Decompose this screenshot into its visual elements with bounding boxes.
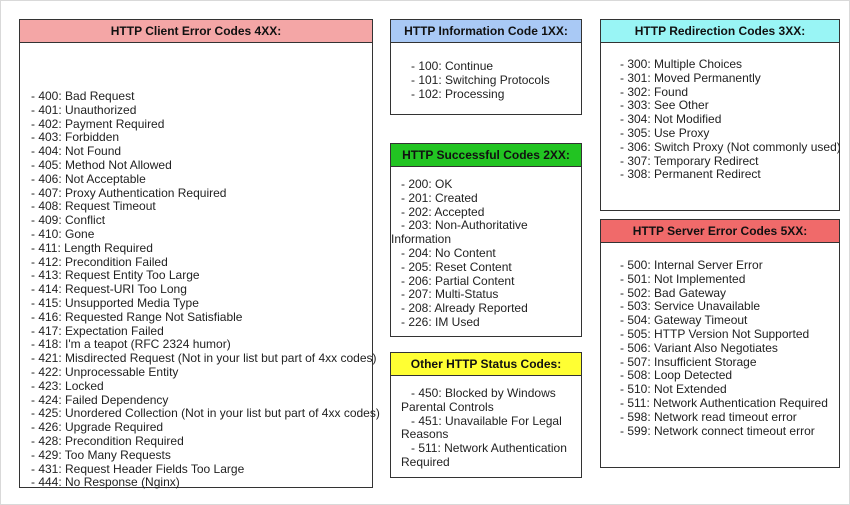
status-code-item: - 424: Failed Dependency [31, 392, 169, 407]
successful-list [391, 167, 581, 330]
status-code-item: - 407: Proxy Authentication Required [31, 185, 227, 200]
status-code-item: - 405: Method Not Allowed [31, 157, 172, 172]
status-code-item: - 205: Reset Content [401, 259, 512, 274]
status-code-item: - 418: I'm a teapot (RFC 2324 humor) [31, 337, 231, 352]
status-code-item: - 410: Gone [31, 226, 95, 241]
status-code-item: - 501: Not Implemented [620, 271, 746, 286]
client-error-title: HTTP Client Error Codes 4XX: [20, 20, 372, 43]
status-code-item: - 406: Not Acceptable [31, 171, 146, 186]
status-code-item: - 598: Network read timeout error [620, 409, 797, 424]
status-code-item: - 502: Bad Gateway [620, 285, 727, 300]
status-code-item: - 226: IM Used [401, 314, 480, 329]
status-code-item: - 417: Expectation Failed [31, 323, 164, 338]
status-code-item: - 100: Continue [411, 59, 494, 73]
status-code-item: - 429: Too Many Requests [31, 447, 171, 462]
status-code-item: - 507: Insufficient Storage [620, 354, 757, 369]
status-code-item: - 511: Network Authentication Required [401, 441, 567, 469]
status-code-item: - 101: Switching Protocols [411, 72, 550, 87]
status-code-item: - 413: Request Entity Too Large [31, 268, 200, 283]
status-code-item: - 202: Accepted [401, 204, 485, 219]
information-list [391, 43, 581, 101]
status-code-item: - 302: Found [620, 84, 689, 99]
status-code-item: - 508: Loop Detected [620, 368, 733, 383]
status-code-item: - 404: Not Found [31, 144, 122, 159]
status-code-item: - 510: Not Extended [620, 382, 727, 397]
status-code-item: - 207: Multi-Status [401, 287, 499, 302]
successful-box [390, 143, 582, 337]
successful-title: HTTP Successful Codes 2XX: [391, 144, 581, 167]
status-code-item: - 504: Gateway Timeout [620, 313, 748, 328]
status-code-item: - 303: See Other [620, 98, 709, 113]
status-code-item: - 450: Blocked by Windows Parental Controls [401, 386, 556, 414]
status-code-item: - 423: Locked [31, 378, 104, 393]
status-code-item: - 444: No Response (Nginx) [31, 475, 180, 490]
status-code-item: - 411: Length Required [31, 240, 153, 255]
status-code-item: - 300: Multiple Choices [620, 57, 743, 71]
server-error-box [600, 219, 840, 468]
information-title: HTTP Information Code 1XX: [391, 20, 581, 43]
status-code-item: - 421: Misdirected Request (Not in your list but part of 4xx codes) [31, 351, 377, 366]
status-code-item: - 506: Variant Also Negotiates [620, 340, 778, 355]
status-code-item: - 414: Request-URI Too Long [31, 282, 187, 297]
status-code-item: - 102: Processing [411, 86, 505, 101]
status-code-item: - 451: Unavailable For Legal Reasons [401, 413, 562, 442]
status-code-item: - 426: Upgrade Required [31, 420, 164, 435]
status-code-item: - 503: Service Unavailable [620, 299, 761, 314]
information-box [390, 19, 582, 115]
status-code-item: - 428: Precondition Required [31, 433, 184, 448]
status-code-item: - 307: Temporary Redirect [620, 153, 759, 168]
server-error-title: HTTP Server Error Codes 5XX: [601, 220, 839, 243]
status-code-item: - 431: Request Header Fields Too Large [31, 461, 245, 476]
status-code-item: - 425: Unordered Collection (Not in your list but part of 4xx codes) [31, 406, 380, 421]
status-code-item: - 208: Already Reported [401, 301, 528, 316]
status-code-item: - 402: Payment Required [31, 116, 165, 131]
redirection-box [600, 19, 840, 211]
status-code-item: - 401: Unauthorized [31, 102, 137, 117]
status-code-item: - 201: Created [401, 190, 478, 205]
status-code-item: - 301: Moved Permanently [620, 70, 761, 85]
status-code-item: - 203: Non-Authoritative Information [391, 218, 528, 247]
status-code-item: - 204: No Content [401, 245, 496, 260]
status-code-item: - 415: Unsupported Media Type [31, 295, 199, 310]
status-code-item: - 511: Network Authentication Required [620, 395, 828, 410]
redirection-title: HTTP Redirection Codes 3XX: [601, 20, 839, 43]
client-error-list [20, 43, 380, 490]
client-error-box [19, 19, 380, 490]
status-code-item: - 505: HTTP Version Not Supported [620, 326, 810, 341]
redirection-list [601, 43, 839, 182]
status-code-item: - 400: Bad Request [31, 89, 135, 103]
status-code-item: - 200: OK [401, 177, 453, 191]
other-status-list [391, 376, 581, 470]
other-status-title: Other HTTP Status Codes: [391, 353, 581, 376]
status-code-item: - 403: Forbidden [31, 130, 120, 145]
status-code-item: - 305: Use Proxy [620, 125, 710, 140]
status-code-item: - 500: Internal Server Error [620, 258, 763, 272]
status-code-item: - 422: Unprocessable Entity [31, 364, 179, 379]
status-code-item: - 408: Request Timeout [31, 199, 156, 214]
status-code-item: - 206: Partial Content [401, 273, 515, 288]
status-code-item: - 412: Precondition Failed [31, 254, 168, 269]
status-code-item: - 409: Conflict [31, 213, 106, 228]
status-code-item: - 599: Network connect timeout error [620, 423, 815, 438]
status-code-item: - 306: Switch Proxy (Not commonly used) [620, 139, 841, 154]
server-error-list [601, 243, 839, 438]
status-code-item: - 308: Permanent Redirect [620, 167, 761, 182]
status-code-item: - 304: Not Modified [620, 112, 722, 127]
status-code-item: - 416: Requested Range Not Satisfiable [31, 309, 243, 324]
other-status-box [390, 352, 582, 478]
